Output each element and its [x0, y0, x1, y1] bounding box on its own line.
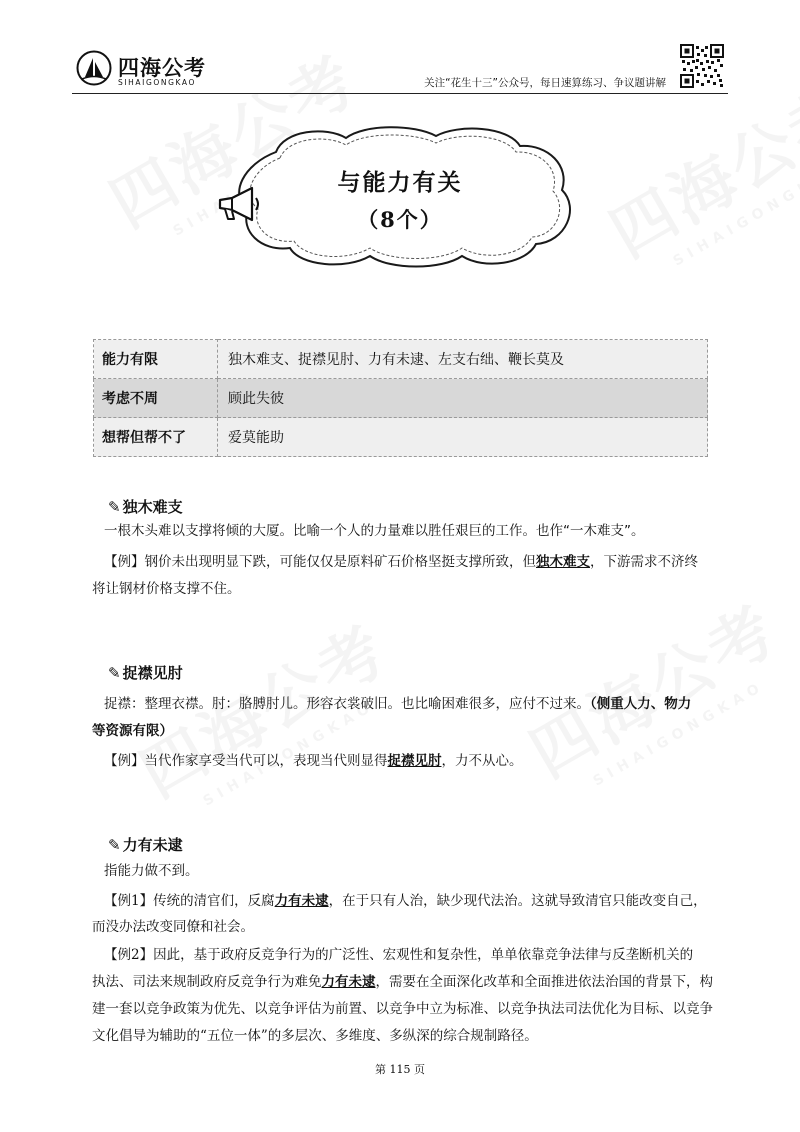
example-line: 将让钢材价格支撑不住。 [92, 581, 241, 597]
table-key-cell: 想帮但帮不了 [94, 418, 218, 457]
table-row [94, 379, 708, 418]
page-number: 第 115 页 [375, 1063, 425, 1076]
table-key-cell: 考虑不周 [94, 379, 218, 418]
table-row [94, 340, 708, 379]
pencil-icon: ✎ [108, 498, 121, 516]
qr-code-icon [680, 44, 724, 88]
example-line: 建一套以竞争政策为优先、以竞争评估为前置、以竞争中立为标准、以竞争执法司法优化为目标、以竞争 [92, 1001, 713, 1017]
watermark [121, 599, 411, 829]
table-key-cell: 能力有限 [94, 340, 218, 379]
section-title: ✎ 独木难支 [108, 498, 183, 516]
table-value-cell: 顾此失彼 [218, 379, 708, 418]
definition-text: 指能力做不到。 [104, 863, 199, 879]
definition-text: 一根木头难以支撑将倾的大厦。比喻一个人的力量难以胜任艰巨的工作。也作“一木难支”。 [104, 523, 645, 539]
example-line: 执法、司法来规制政府反竞争行为难免力有未逮，需要在全面深化改革和全面推进依法治国的背景下，构 [92, 974, 713, 990]
example-line: 而没办法改变同僚和社会。 [92, 919, 254, 935]
brand-name: 四海公考 [118, 56, 206, 80]
table-value-cell: 爱莫能助 [218, 418, 708, 457]
section-title: ✎ 力有未逮 [108, 836, 183, 854]
brand-subtitle: SIHAIGONGKAO [118, 78, 196, 87]
table-value-cell: 独木难支、捉襟见肘、力有未逮、左支右绌、鞭长莫及 [218, 340, 708, 379]
definition-text: 等资源有限） [92, 723, 173, 739]
page-header [72, 44, 728, 94]
summary-table [93, 339, 708, 457]
example-line: 【例】钢价未出现明显下跌，可能仅仅是原料矿石价格坚挺支撑所致，但独木难支，下游需求不济终 [104, 554, 698, 570]
topic-count: （8个） [357, 207, 443, 232]
header-slogan: 关注“花生十三”公众号，每日速算练习、争议题讲解 [424, 77, 666, 89]
brand-logo-icon [76, 50, 112, 86]
definition-text: 捉襟：整理衣襟。肘：胳膊肘儿。形容衣裳破旧。也比喻困难很多，应付不过来。（侧重人力、物力 [104, 696, 692, 712]
pencil-icon: ✎ [108, 836, 121, 854]
watermark [511, 579, 800, 809]
example-line: 【例1】传统的清官们，反腐力有未逮，在于只有人治，缺少现代法治。这就导致清官只能改变自己， [104, 893, 707, 909]
topic-title: 与能力有关 [337, 169, 463, 196]
example-line: 【例2】因此，基于政府反竞争行为的广泛性、宏观性和复杂性，单单依靠竞争法律与反垄断机关的 [104, 947, 694, 963]
topic-bubble [214, 124, 586, 268]
section-title: ✎ 捉襟见肘 [108, 664, 183, 682]
example-line: 【例】当代作家享受当代可以，表现当代则显得捉襟见肘，力不从心。 [104, 753, 523, 769]
example-line: 文化倡导为辅助的“五位一体”的多层次、多维度、多纵深的综合规制路径。 [92, 1028, 538, 1044]
table-row [94, 418, 708, 457]
pencil-icon: ✎ [108, 664, 121, 682]
